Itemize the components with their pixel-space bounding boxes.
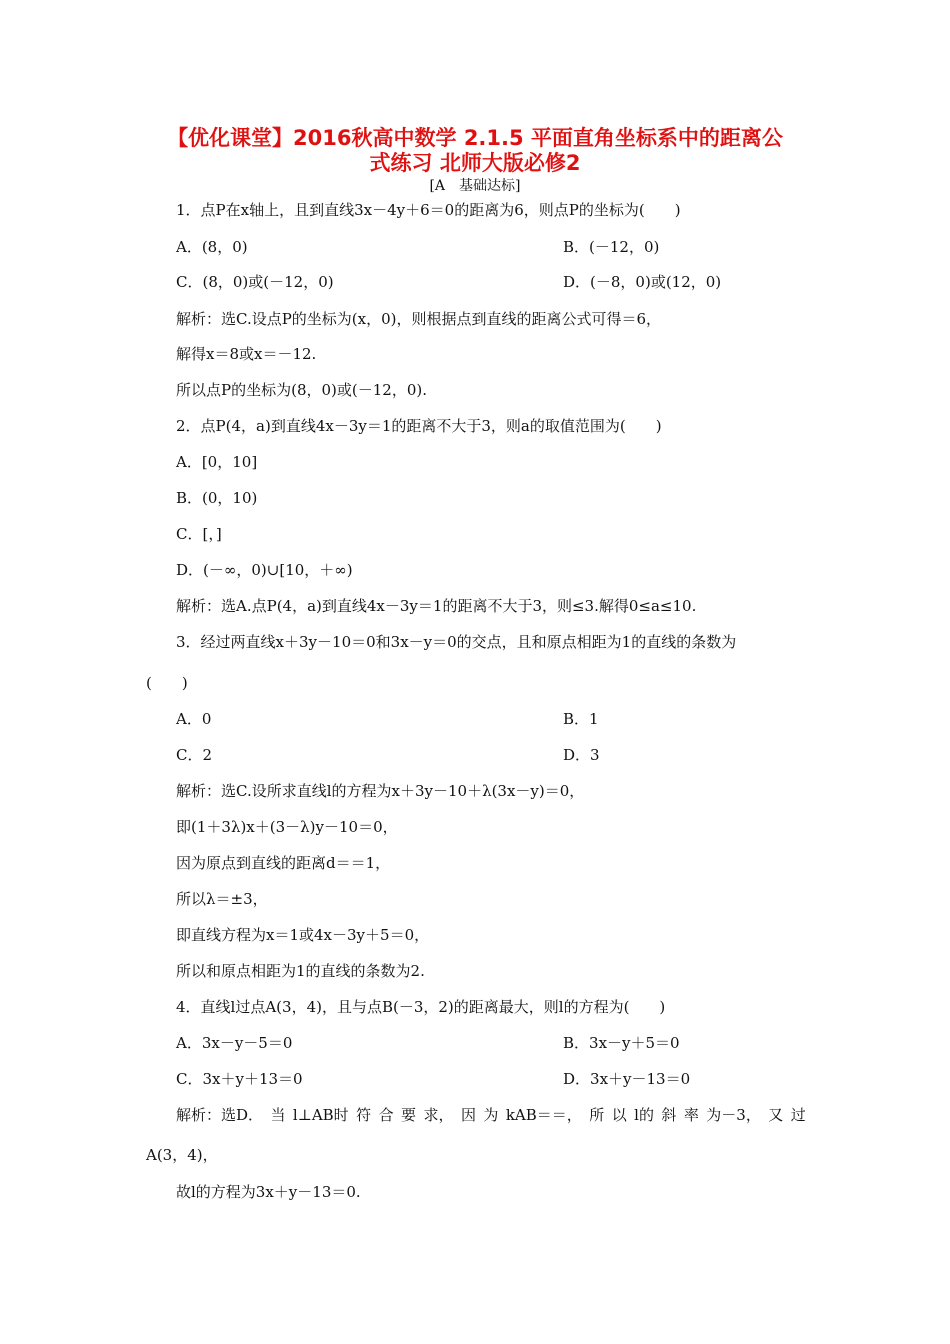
question-1-option-d: D．(－8，0)或(12，0)	[563, 273, 722, 291]
question-3-option-d: D．3	[563, 746, 600, 764]
question-4-solution-line-1	[176, 1104, 806, 1126]
question-3-solution-line-2: 即(1＋3λ)x＋(3－λ)y－10＝0，	[176, 818, 398, 836]
solution-word: kAB＝＝，	[505, 1106, 582, 1124]
question-1-option-b: B．(－12，0)	[563, 238, 660, 256]
question-3-option-c: C．2	[176, 746, 213, 764]
solution-word: 所	[589, 1106, 605, 1124]
solution-word: l⊥AB时	[292, 1106, 349, 1124]
solution-word: 解析：选D．	[176, 1106, 264, 1124]
solution-word: 过	[790, 1106, 806, 1124]
question-3-solution-line-6: 所以和原点相距为1的直线的条数为2.	[176, 962, 425, 980]
document-title-line-2: 式练习 北师大版必修2	[369, 151, 581, 175]
solution-word: 符	[356, 1106, 372, 1124]
question-4-solution-line-2: A(3，4)，	[146, 1146, 218, 1164]
solution-word: 求，	[423, 1106, 454, 1124]
question-3-stem: 3．经过两直线x＋3y－10＝0和3x－y＝0的交点，且和原点相距为1的直线的条数为	[176, 633, 737, 651]
solution-word: l的	[634, 1106, 654, 1124]
question-4-option-c: C．3x＋y＋13＝0	[176, 1070, 303, 1088]
solution-word: 以	[611, 1106, 627, 1124]
solution-word: 要	[401, 1106, 417, 1124]
question-1-solution-line-1: 解析：选C.设点P的坐标为(x，0)，则根据点到直线的距离公式可得＝6，	[176, 310, 662, 328]
question-3-solution-line-3: 因为原点到直线的距离d＝＝1，	[176, 854, 391, 872]
question-2-solution-line-1: 解析：选A.点P(4，a)到直线4x－3y＝1的距离不大于3，则≤3.解得0≤a≤10.	[176, 597, 697, 615]
question-3-option-a: A．0	[176, 710, 212, 728]
document-title-line-1: 【优化课堂】2016秋高中数学 2.1.5 平面直角坐标系中的距离公	[167, 126, 783, 150]
solution-word: 当	[270, 1106, 286, 1124]
solution-word: 因	[460, 1106, 476, 1124]
question-3-option-b: B．1	[563, 710, 599, 728]
question-2-option-b: B．(0，10)	[176, 489, 258, 507]
solution-word: 合	[378, 1106, 394, 1124]
solution-word: 为	[483, 1106, 499, 1124]
solution-word: 又	[768, 1106, 784, 1124]
question-1-solution-line-2: 解得x＝8或x＝－12.	[176, 345, 317, 363]
solution-word: 斜	[661, 1106, 677, 1124]
question-4-stem: 4．直线l过点A(3，4)，且与点B(－3，2)的距离最大，则l的方程为( )	[176, 998, 666, 1016]
question-3-solution-line-1: 解析：选C.设所求直线l的方程为x＋3y－10＋λ(3x－y)＝0，	[176, 782, 585, 800]
solution-word: 为－3，	[706, 1106, 761, 1124]
question-1-stem: 1．点P在x轴上，且到直线3x－4y＋6＝0的距离为6，则点P的坐标为( )	[176, 201, 681, 219]
question-2-option-d: D．(－∞，0)∪[10，＋∞)	[176, 561, 353, 579]
question-1-option-a: A．(8，0)	[176, 238, 248, 256]
question-1-solution-line-3: 所以点P的坐标为(8，0)或(－12，0).	[176, 381, 427, 399]
question-3-solution-line-5: 即直线方程为x＝1或4x－3y＋5＝0，	[176, 926, 430, 944]
question-4-option-b: B．3x－y＋5＝0	[563, 1034, 680, 1052]
question-1-option-c: C．(8，0)或(－12，0)	[176, 273, 334, 291]
question-2-option-c: C．[，]	[176, 525, 222, 543]
question-4-solution-line-3: 故l的方程为3x＋y－13＝0.	[176, 1183, 361, 1201]
section-heading: [A 基础达标]	[429, 178, 521, 194]
question-3-solution-line-4: 所以λ＝±3，	[176, 890, 268, 908]
question-2-stem: 2．点P(4，a)到直线4x－3y＝1的距离不大于3，则a的取值范围为( )	[176, 417, 662, 435]
question-2-option-a: A．[0，10]	[176, 453, 258, 471]
question-3-stem-continued: ( )	[146, 674, 188, 692]
solution-word: 率	[683, 1106, 699, 1124]
question-4-option-a: A．3x－y－5＝0	[176, 1034, 293, 1052]
question-4-option-d: D．3x＋y－13＝0	[563, 1070, 691, 1088]
